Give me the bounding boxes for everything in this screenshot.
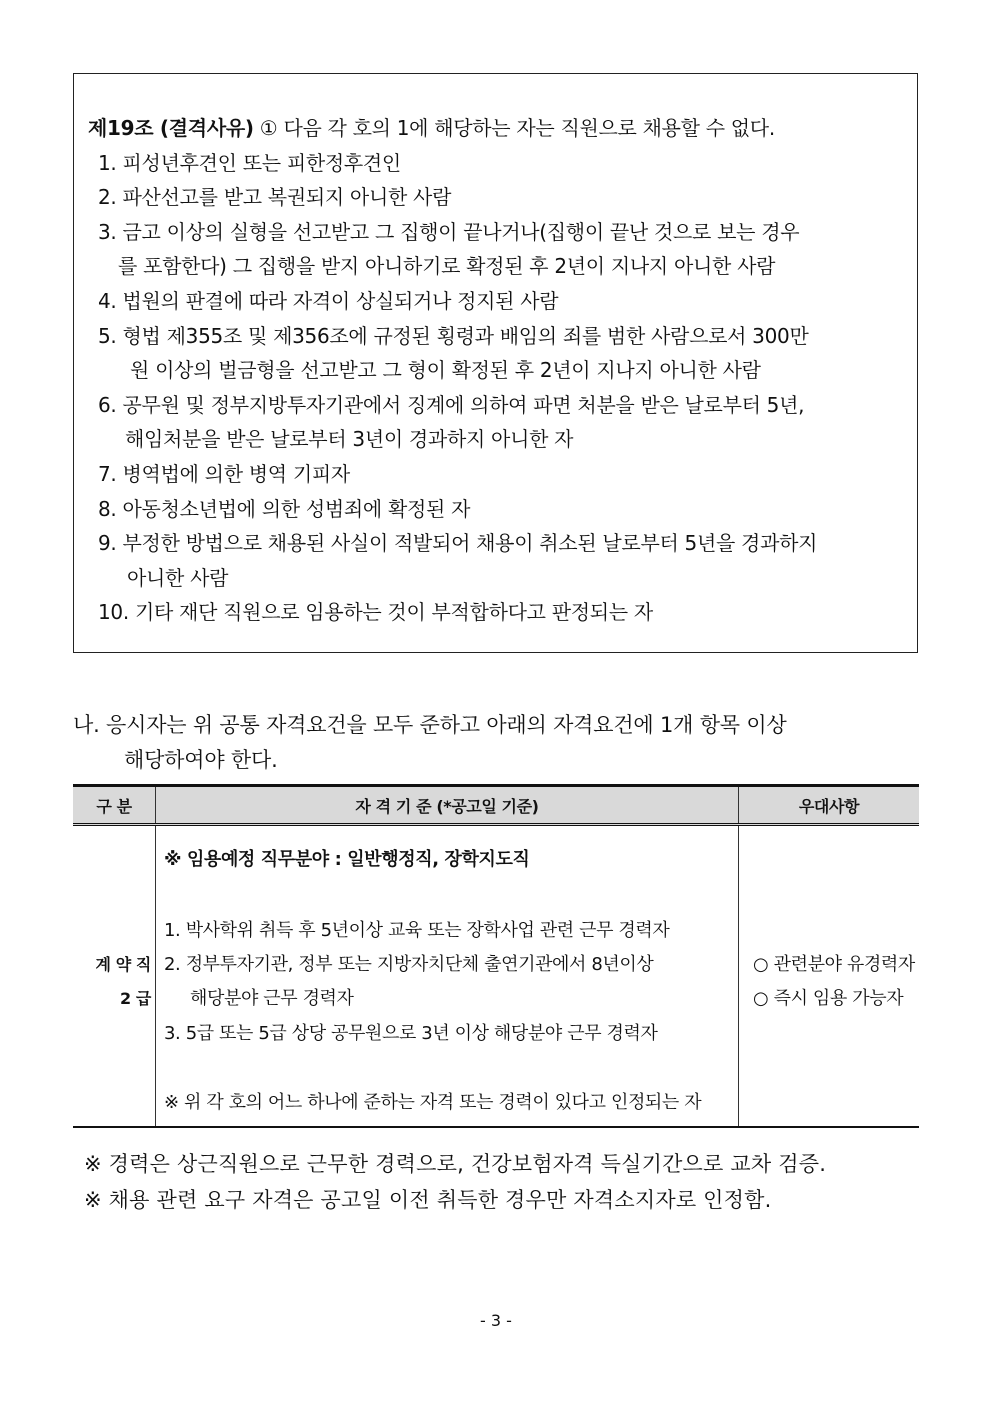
job-field: ※ 임용예정 직무분야 : 일반행정직, 장학지도직 [164, 849, 530, 870]
article-item-3-cont: 를 포함한다) 그 집행을 받지 아니하기로 확정된 후 2년이 지나지 아니한 사람 [118, 254, 776, 278]
article-item-8: 8. 아동청소년법에 의한 성범죄에 확정된 자 [98, 497, 471, 521]
criteria-item-1: 1. 박사학위 취득 후 5년이상 교육 또는 장학사업 관련 근무 경력자 [164, 920, 670, 941]
header-preference: 우대사항 [739, 786, 920, 825]
article-item-9: 9. 부정한 방법으로 채용된 사실이 적발되어 채용이 취소된 날로부터 5년을 경과하지 [98, 531, 818, 555]
category-cell [73, 825, 156, 1128]
note-career-verification: ※ 경력은 상근직원으로 근무한 경력으로, 건강보험자격 득실기간으로 교차 검증. [84, 1152, 827, 1176]
section-na-line1: 나. 응시자는 위 공통 자격요건을 모두 준하고 아래의 자격요건에 1개 항목 이상 [73, 713, 787, 737]
criteria-item-3: 3. 5급 또는 5급 상당 공무원으로 3년 이상 해당분야 근무 경력자 [164, 1023, 658, 1044]
article-item-5: 5. 형법 제355조 및 제356조에 규정된 횡령과 배임의 죄를 범한 사람으로서 300만 [98, 324, 809, 348]
page-number: - 3 - [480, 1311, 512, 1330]
category-line2: 2 급 [120, 989, 151, 1008]
category-line1: 계 약 직 [95, 955, 151, 974]
criteria-cell [156, 825, 739, 1128]
criteria-item-2-cont: 해당분야 근무 경력자 [190, 988, 354, 1009]
article-item-5-cont: 원 이상의 벌금형을 선고받고 그 형이 확정된 후 2년이 지나지 아니한 사람 [130, 358, 761, 382]
article-item-2: 2. 파산선고를 받고 복권되지 아니한 사람 [98, 185, 452, 209]
note-qualification-date: ※ 채용 관련 요구 자격은 공고일 이전 취득한 경우만 자격소지자로 인정함. [84, 1188, 772, 1212]
article-title [88, 112, 775, 141]
article-item-9-cont: 아니한 사람 [127, 566, 229, 590]
criteria-item-2: 2. 정부투자기관, 정부 또는 지방자치단체 출연기관에서 8년이상 [164, 954, 654, 975]
article-intro: ① 다음 각 호의 1에 해당하는 자는 직원으로 채용할 수 없다. [253, 116, 775, 140]
article-heading: 제19조 (결격사유) [88, 116, 254, 140]
article-item-4: 4. 법원의 판결에 따라 자격이 상실되거나 정지된 사람 [98, 289, 559, 313]
qualification-table [73, 784, 919, 1128]
criteria-footnote: ※ 위 각 호의 어느 하나에 준하는 자격 또는 경력이 있다고 인정되는 자 [164, 1092, 702, 1113]
table-header-row [73, 786, 919, 825]
article-item-6-cont: 해임처분을 받은 날로부터 3년이 경과하지 아니한 자 [125, 427, 574, 451]
preference-2: ○ 즉시 임용 가능자 [753, 988, 904, 1009]
article-item-6: 6. 공무원 및 정부지방투자기관에서 징계에 의하여 파면 처분을 받은 날로부터 5년, [98, 393, 805, 417]
header-criteria: 자 격 기 준 (*공고일 기준) [156, 786, 739, 825]
disqualification-article-box [73, 73, 918, 653]
table-row [73, 825, 919, 1128]
header-category: 구 분 [73, 786, 156, 825]
section-na-line2: 해당하여야 한다. [124, 748, 278, 772]
article-item-7: 7. 병역법에 의한 병역 기피자 [98, 462, 350, 486]
article-item-3: 3. 금고 이상의 실형을 선고받고 그 집행이 끝나거나(집행이 끝난 것으로 보는 경우 [98, 220, 800, 244]
article-item-10: 10. 기타 재단 직원으로 임용하는 것이 부적합하다고 판정되는 자 [98, 600, 653, 624]
article-item-1: 1. 피성년후견인 또는 피한정후견인 [98, 151, 401, 175]
preference-1: ○ 관련분야 유경력자 [753, 954, 915, 975]
preference-cell [739, 825, 920, 1128]
